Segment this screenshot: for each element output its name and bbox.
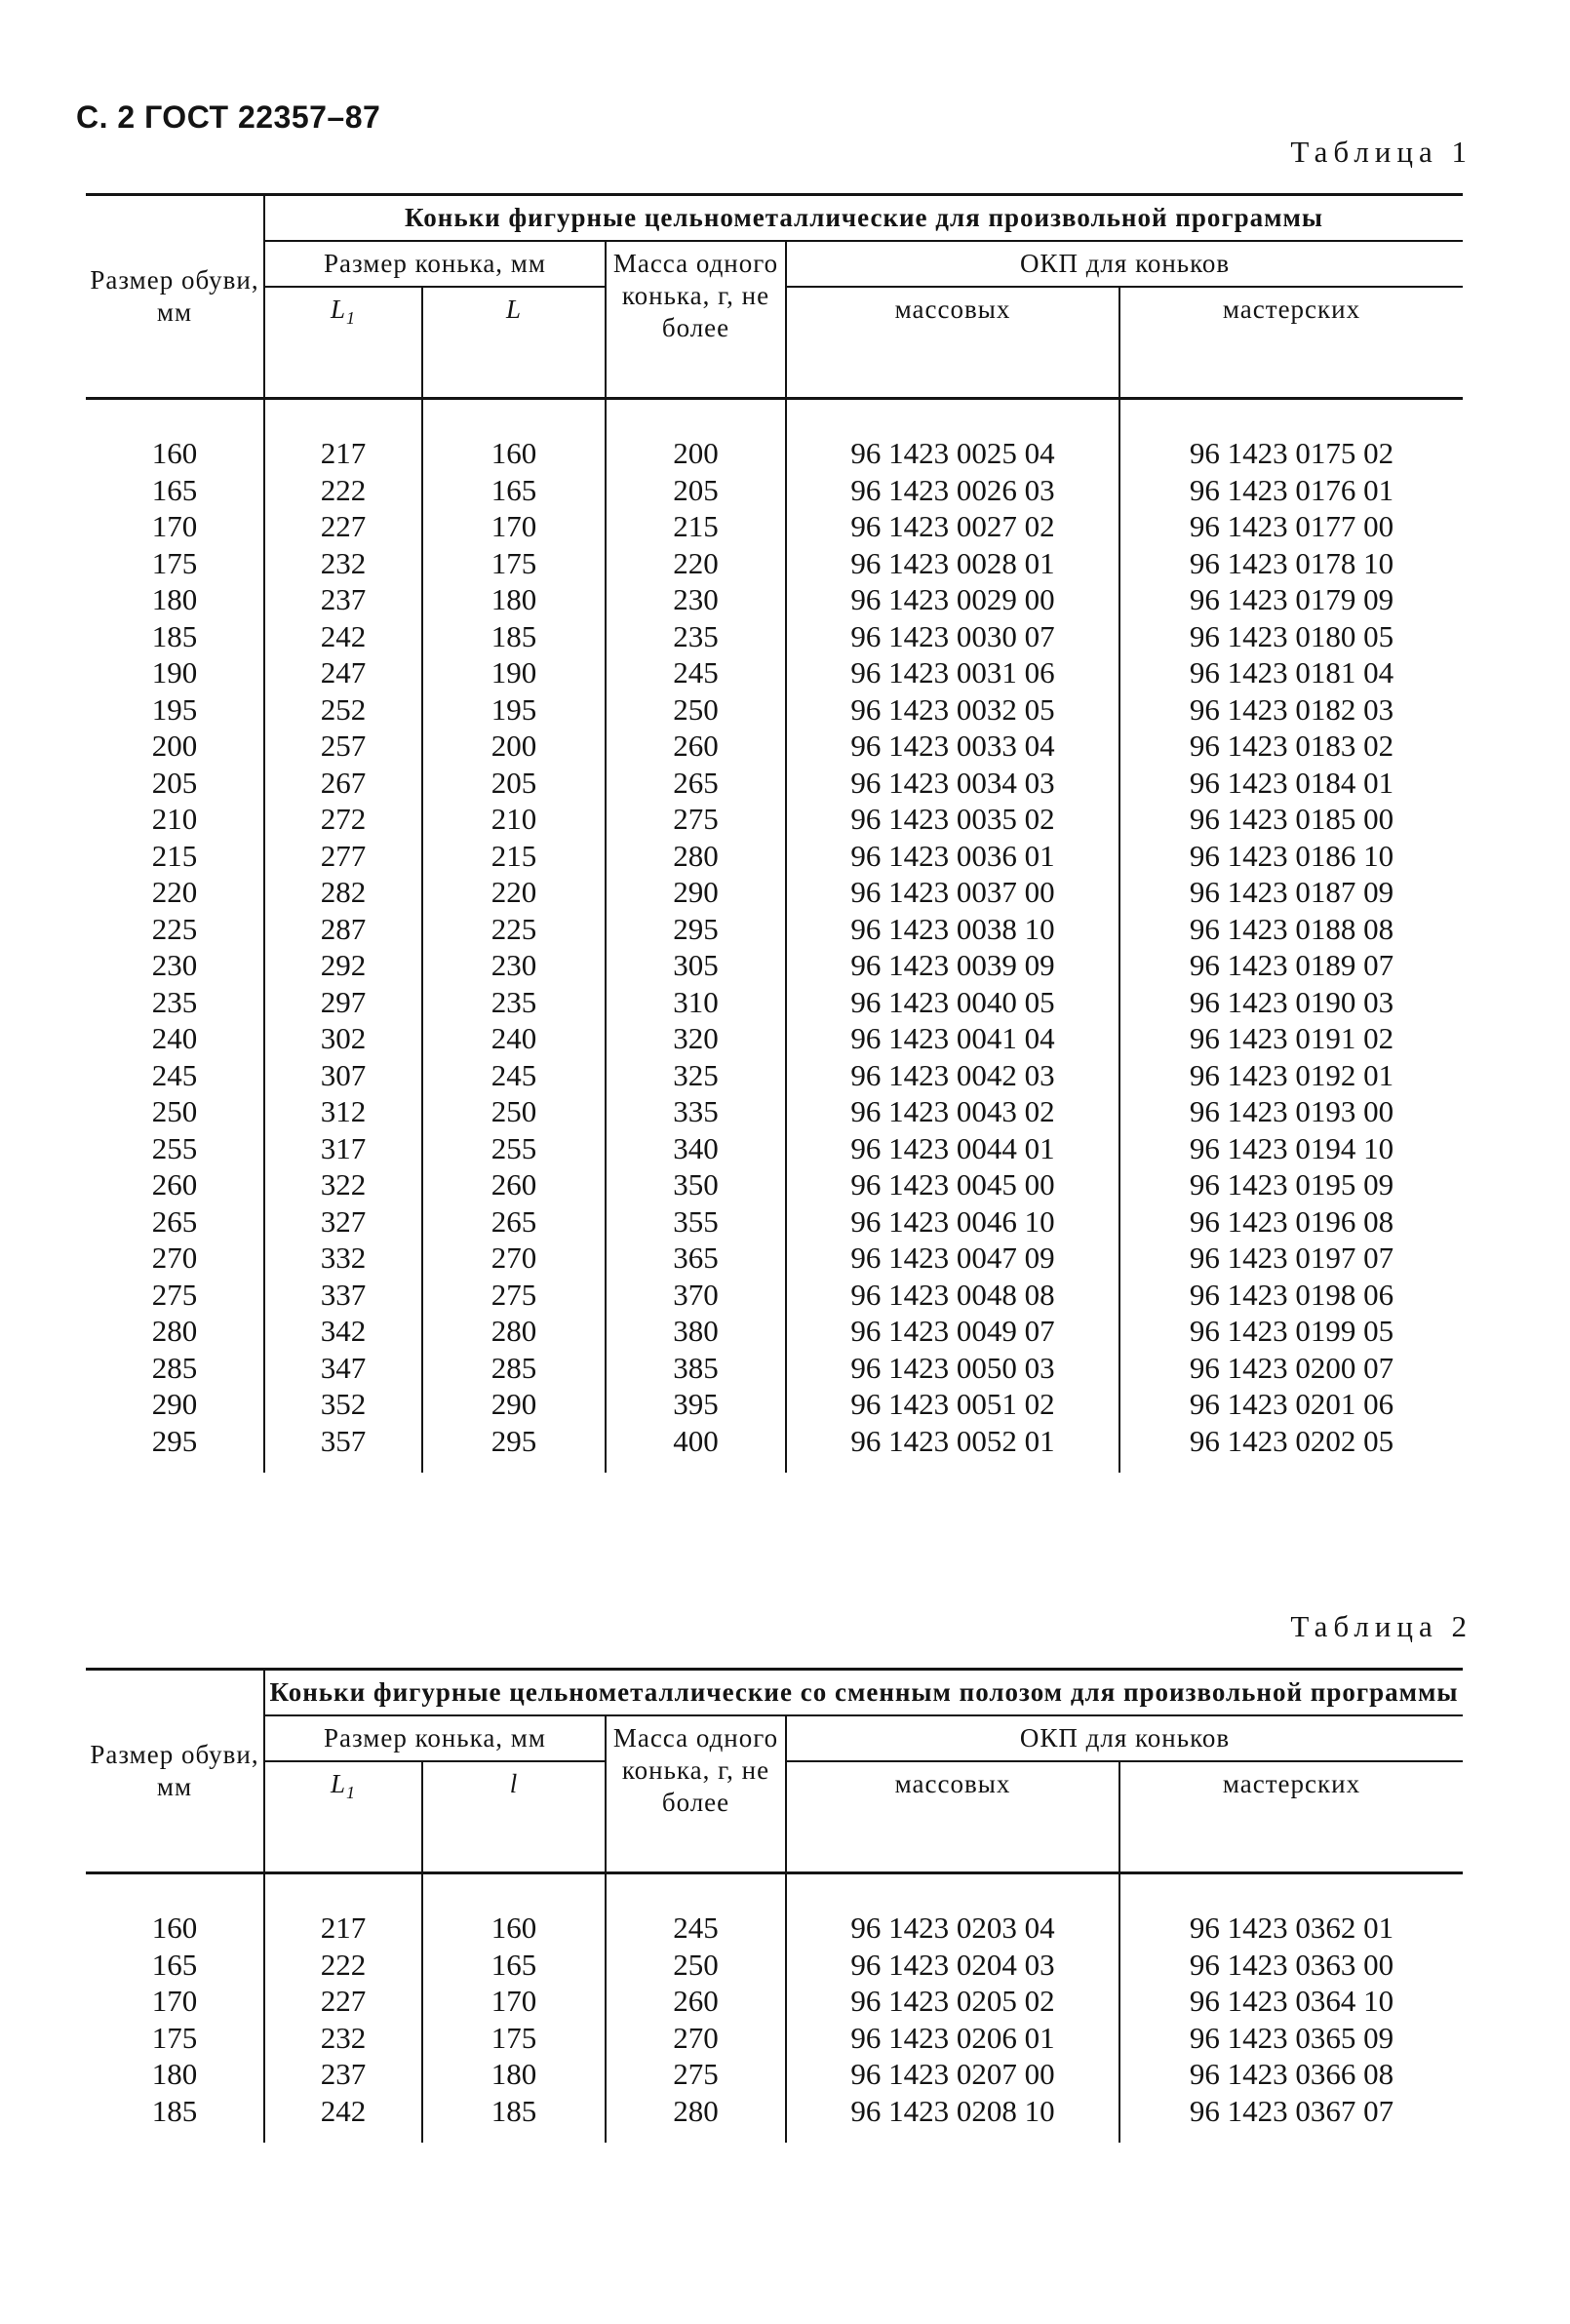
table-row [86,874,1463,911]
l1-cell: 297 [264,984,422,1021]
okp-mass-cell: 96 1423 0049 07 [786,1313,1119,1350]
mass-cell: 260 [606,728,786,765]
l-cell: 185 [422,618,606,655]
shoe-size-cell: 230 [151,948,198,982]
okp-master-cell: 96 1423 0188 08 [1119,911,1463,948]
l1-cell: 292 [264,947,422,984]
okp-master-cell: 96 1423 0363 00 [1119,1947,1463,1984]
tail-row [86,1459,1463,1473]
table-row [86,765,1463,802]
l-cell: 230 [422,947,606,984]
mass-cell: 365 [606,1240,786,1277]
table-row [86,911,1463,948]
shoe-size-cell: 275 [151,1277,198,1312]
okp-mass-cell: 96 1423 0025 04 [786,435,1119,472]
shoe-size-cell: 220 [151,875,198,909]
l1-cell: 277 [264,838,422,875]
l1-cell: 327 [264,1203,422,1241]
l1-cell: 322 [264,1166,422,1203]
l1-cell: 232 [264,2020,422,2057]
shoe-size-cell: 195 [151,691,198,727]
l-cell: 235 [422,984,606,1021]
okp-master-cell: 96 1423 0191 02 [1119,1020,1463,1057]
okp-mass-cell: 96 1423 0044 01 [786,1130,1119,1167]
shoe-size-cell: 175 [151,2020,198,2055]
okp-mass-cell: 96 1423 0051 02 [786,1386,1119,1423]
l-header: L [422,287,606,399]
table-row [86,1166,1463,1203]
okp-mass-cell: 96 1423 0037 00 [786,874,1119,911]
mass-cell: 280 [606,838,786,875]
mass-cell: 335 [606,1093,786,1130]
l1-cell: 232 [264,545,422,582]
table-row [86,838,1463,875]
okp-mass-cell: 96 1423 0038 10 [786,911,1119,948]
table-row [86,2020,1463,2057]
okp-master-cell: 96 1423 0179 09 [1119,581,1463,618]
l1-cell: 247 [264,654,422,691]
table-row [86,2093,1463,2130]
mass-cell: 235 [606,618,786,655]
okp-mass-cell: 96 1423 0041 04 [786,1020,1119,1057]
l1-cell: 272 [264,801,422,838]
okp-master-cell: 96 1423 0366 08 [1119,2056,1463,2093]
mass-cell: 245 [606,654,786,691]
table-row [86,581,1463,618]
l-cell: 295 [422,1423,606,1460]
spacer-row [86,399,1463,436]
l-cell: 175 [422,2020,606,2057]
okp-mass-cell: 96 1423 0035 02 [786,801,1119,838]
table-row [86,801,1463,838]
table-row [86,691,1463,729]
l1-cell: 342 [264,1313,422,1350]
shoe-size-cell: 225 [151,911,198,946]
shoe-size-cell: 290 [151,1387,198,1421]
table-row [86,1057,1463,1094]
l-cell: 285 [422,1350,606,1387]
shoe-size-cell: 200 [151,729,198,763]
shoe-size-cell: 235 [151,984,198,1019]
table-row [86,1277,1463,1314]
okp-mass-header: массовых [786,1761,1119,1873]
shoe-size-cell: 285 [151,1350,198,1385]
okp-master-cell: 96 1423 0181 04 [1119,654,1463,691]
shoe-size-cell: 170 [151,509,198,543]
okp-mass-cell: 96 1423 0042 03 [786,1057,1119,1094]
table-2 [86,1668,1463,2143]
skate-size-header: Размер конька, мм [264,241,606,287]
mass-cell: 350 [606,1166,786,1203]
shoe-size-header: Размер обуви, мм [86,195,264,399]
mass-cell: 310 [606,984,786,1021]
table-row [86,1386,1463,1423]
okp-mass-cell: 96 1423 0052 01 [786,1423,1119,1460]
shoe-size-cell: 170 [151,1984,198,2018]
l-cell: 180 [422,581,606,618]
table-row [86,1947,1463,1984]
okp-mass-cell: 96 1423 0043 02 [786,1093,1119,1130]
mass-cell: 320 [606,1020,786,1057]
table-row [86,1983,1463,2020]
table-row [86,508,1463,545]
mass-cell: 385 [606,1350,786,1387]
l1-cell: 337 [264,1277,422,1314]
l1-cell: 227 [264,1983,422,2020]
okp-master-cell: 96 1423 0196 08 [1119,1203,1463,1241]
table-1 [86,193,1463,1473]
shoe-size-cell: 210 [151,802,198,836]
l1-cell: 317 [264,1130,422,1167]
l1-cell: 257 [264,728,422,765]
table-row [86,472,1463,509]
table-row [86,1203,1463,1241]
l-cell: 160 [422,1910,606,1947]
l1-cell: 227 [264,508,422,545]
l-cell: 205 [422,765,606,802]
l1-header: $L_1$ [264,287,422,399]
okp-mass-cell: 96 1423 0208 10 [786,2093,1119,2130]
table-row [86,1910,1463,1947]
okp-mass-cell: 96 1423 0040 05 [786,984,1119,1021]
table-row [86,1020,1463,1057]
shoe-size-cell: 175 [151,545,198,580]
l-cell: 160 [422,435,606,472]
okp-master-cell: 96 1423 0189 07 [1119,947,1463,984]
shoe-size-cell: 280 [151,1314,198,1348]
mass-cell: 305 [606,947,786,984]
shoe-size-cell: 180 [151,2057,198,2091]
l-cell: 275 [422,1277,606,1314]
shoe-size-cell: 160 [151,1910,198,1945]
mass-cell: 260 [606,1983,786,2020]
l-cell: 195 [422,691,606,729]
mass-cell: 295 [606,911,786,948]
okp-mass-cell: 96 1423 0205 02 [786,1983,1119,2020]
shoe-size-cell: 190 [151,655,198,689]
okp-header: ОКП для коньков [786,1715,1463,1761]
okp-master-cell: 96 1423 0186 10 [1119,838,1463,875]
table-2-caption: Таблица 2 [1290,1609,1472,1643]
shoe-size-cell: 270 [151,1241,198,1275]
okp-master-cell: 96 1423 0202 05 [1119,1423,1463,1460]
okp-mass-cell: 96 1423 0047 09 [786,1240,1119,1277]
l1-header: $L_1$ [264,1761,422,1873]
l1-cell: 332 [264,1240,422,1277]
okp-mass-cell: 96 1423 0032 05 [786,691,1119,729]
l-cell: 240 [422,1020,606,1057]
l-cell: 190 [422,654,606,691]
l-cell: 200 [422,728,606,765]
table-row [86,435,1463,472]
mass-header: Масса одного конька, г, не более [606,241,786,399]
okp-mass-cell: 96 1423 0034 03 [786,765,1119,802]
l-cell: 220 [422,874,606,911]
table-row [86,984,1463,1021]
shoe-size-header: Размер обуви, мм [86,1670,264,1873]
page-header: С. 2 ГОСТ 22357–87 [76,99,381,135]
tail-row [86,2129,1463,2143]
okp-mass-cell: 96 1423 0030 07 [786,618,1119,655]
mass-cell: 395 [606,1386,786,1423]
okp-master-cell: 96 1423 0178 10 [1119,545,1463,582]
okp-master-cell: 96 1423 0183 02 [1119,728,1463,765]
table-2-body [86,1873,1463,2144]
okp-mass-cell: 96 1423 0046 10 [786,1203,1119,1241]
l1-cell: 352 [264,1386,422,1423]
okp-master-cell: 96 1423 0200 07 [1119,1350,1463,1387]
l1-cell: 222 [264,1947,422,1984]
l1-cell: 357 [264,1423,422,1460]
mass-cell: 400 [606,1423,786,1460]
okp-mass-cell: 96 1423 0033 04 [786,728,1119,765]
okp-master-cell: 96 1423 0187 09 [1119,874,1463,911]
mass-cell: 250 [606,691,786,729]
okp-mass-cell: 96 1423 0039 09 [786,947,1119,984]
shoe-size-cell: 165 [151,472,198,507]
table-row [86,545,1463,582]
l-cell: 225 [422,911,606,948]
okp-master-cell: 96 1423 0197 07 [1119,1240,1463,1277]
okp-master-cell: 96 1423 0182 03 [1119,691,1463,729]
mass-cell: 245 [606,1910,786,1947]
okp-master-cell: 96 1423 0175 02 [1119,435,1463,472]
shoe-size-cell: 185 [151,618,198,653]
table-row [86,1313,1463,1350]
shoe-size-cell: 265 [151,1203,198,1239]
okp-master-cell: 96 1423 0198 06 [1119,1277,1463,1314]
table-row [86,1240,1463,1277]
okp-mass-cell: 96 1423 0048 08 [786,1277,1119,1314]
l1-cell: 312 [264,1093,422,1130]
table-row [86,1130,1463,1167]
mass-cell: 270 [606,2020,786,2057]
okp-master-header: мастерских [1119,1761,1463,1873]
mass-cell: 200 [606,435,786,472]
l1-cell: 217 [264,1910,422,1947]
shoe-size-cell: 295 [151,1423,198,1458]
table-row [86,654,1463,691]
okp-mass-cell: 96 1423 0203 04 [786,1910,1119,1947]
okp-master-cell: 96 1423 0365 09 [1119,2020,1463,2057]
skate-size-header: Размер конька, мм [264,1715,606,1761]
l1-cell: 217 [264,435,422,472]
okp-mass-cell: 96 1423 0050 03 [786,1350,1119,1387]
shoe-size-cell: 240 [151,1021,198,1055]
l-cell: 185 [422,2093,606,2130]
mass-cell: 275 [606,2056,786,2093]
table-group-title: Коньки фигурные цельнометаллические для произвольной программы [264,195,1463,242]
okp-mass-cell: 96 1423 0207 00 [786,2056,1119,2093]
shoe-size-cell: 260 [151,1167,198,1201]
okp-master-cell: 96 1423 0201 06 [1119,1386,1463,1423]
mass-cell: 205 [606,472,786,509]
l-cell: 280 [422,1313,606,1350]
mass-header: Масса одного конька, г, не более [606,1715,786,1873]
l1-cell: 242 [264,618,422,655]
okp-master-cell: 96 1423 0192 01 [1119,1057,1463,1094]
okp-master-header: мастерских [1119,287,1463,399]
okp-master-cell: 96 1423 0195 09 [1119,1166,1463,1203]
okp-mass-cell: 96 1423 0036 01 [786,838,1119,875]
mass-cell: 230 [606,581,786,618]
l1-cell: 347 [264,1350,422,1387]
l-cell: 265 [422,1203,606,1241]
l-cell: 165 [422,472,606,509]
spacer-row [86,1873,1463,1910]
shoe-size-cell: 160 [151,436,198,470]
okp-master-cell: 96 1423 0184 01 [1119,765,1463,802]
table-row [86,1093,1463,1130]
okp-mass-cell: 96 1423 0028 01 [786,545,1119,582]
l-cell: 165 [422,1947,606,1984]
okp-mass-cell: 96 1423 0029 00 [786,581,1119,618]
shoe-size-cell: 215 [151,838,198,873]
mass-cell: 355 [606,1203,786,1241]
l-cell: 170 [422,508,606,545]
mass-cell: 275 [606,801,786,838]
shoe-size-cell: 250 [151,1094,198,1128]
l-cell: 210 [422,801,606,838]
mass-cell: 220 [606,545,786,582]
okp-master-cell: 96 1423 0362 01 [1119,1910,1463,1947]
table-row [86,947,1463,984]
l-cell: 270 [422,1240,606,1277]
l1-cell: 222 [264,472,422,509]
okp-mass-cell: 96 1423 0045 00 [786,1166,1119,1203]
l-cell: 175 [422,545,606,582]
mass-cell: 250 [606,1947,786,1984]
okp-master-cell: 96 1423 0199 05 [1119,1313,1463,1350]
table-1-caption: Таблица 1 [1290,135,1472,169]
shoe-size-cell: 185 [151,2093,198,2128]
okp-master-cell: 96 1423 0194 10 [1119,1130,1463,1167]
okp-mass-cell: 96 1423 0031 06 [786,654,1119,691]
okp-master-cell: 96 1423 0364 10 [1119,1983,1463,2020]
l1-cell: 242 [264,2093,422,2130]
okp-master-cell: 96 1423 0367 07 [1119,2093,1463,2130]
l1-cell: 282 [264,874,422,911]
mass-cell: 280 [606,2093,786,2130]
l-cell: 215 [422,838,606,875]
okp-header: ОКП для коньков [786,241,1463,287]
l-cell: 180 [422,2056,606,2093]
okp-mass-cell: 96 1423 0026 03 [786,472,1119,509]
okp-mass-cell: 96 1423 0206 01 [786,2020,1119,2057]
l-header: l [422,1761,606,1873]
l-cell: 255 [422,1130,606,1167]
l1-cell: 302 [264,1020,422,1057]
shoe-size-cell: 205 [151,765,198,800]
l-cell: 260 [422,1166,606,1203]
okp-master-cell: 96 1423 0190 03 [1119,984,1463,1021]
table-row [86,618,1463,655]
l-cell: 250 [422,1093,606,1130]
l-cell: 290 [422,1386,606,1423]
okp-mass-header: массовых [786,287,1119,399]
l1-cell: 307 [264,1057,422,1094]
mass-cell: 290 [606,874,786,911]
shoe-size-cell: 180 [151,582,198,616]
table-row [86,1423,1463,1460]
shoe-size-cell: 165 [151,1947,198,1982]
l-cell: 170 [422,1983,606,2020]
okp-mass-cell: 96 1423 0027 02 [786,508,1119,545]
shoe-size-cell: 245 [151,1057,198,1092]
mass-cell: 380 [606,1313,786,1350]
okp-master-cell: 96 1423 0193 00 [1119,1093,1463,1130]
table-row [86,2056,1463,2093]
shoe-size-cell: 255 [151,1130,198,1165]
okp-master-cell: 96 1423 0177 00 [1119,508,1463,545]
mass-cell: 215 [606,508,786,545]
okp-master-cell: 96 1423 0185 00 [1119,801,1463,838]
mass-cell: 265 [606,765,786,802]
table-row [86,1350,1463,1387]
okp-mass-cell: 96 1423 0204 03 [786,1947,1119,1984]
mass-cell: 340 [606,1130,786,1167]
l1-cell: 252 [264,691,422,729]
mass-cell: 370 [606,1277,786,1314]
l1-cell: 237 [264,581,422,618]
okp-master-cell: 96 1423 0176 01 [1119,472,1463,509]
table-1-body [86,399,1463,1474]
okp-master-cell: 96 1423 0180 05 [1119,618,1463,655]
l1-cell: 267 [264,765,422,802]
l1-cell: 237 [264,2056,422,2093]
mass-cell: 325 [606,1057,786,1094]
l1-cell: 287 [264,911,422,948]
l-cell: 245 [422,1057,606,1094]
table-group-title: Коньки фигурные цельнометаллические со сменным полозом для произвольной программы [264,1670,1463,1716]
table-row [86,728,1463,765]
